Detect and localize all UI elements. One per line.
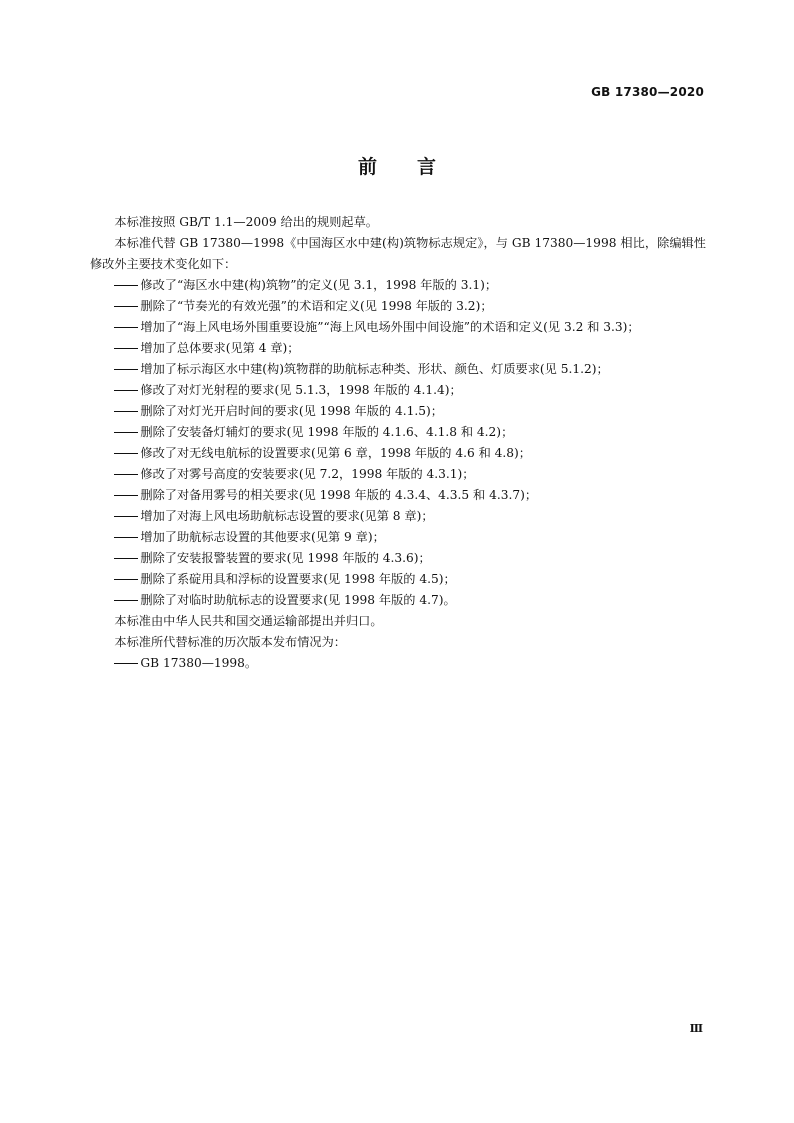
em-dash-mark [114,348,138,349]
list-item: 修改了对雾号高度的安装要求(见 7.2，1998 年版的 4.3.1)； [90,464,706,485]
em-dash-mark [114,411,138,412]
list-item: 增加了助航标志设置的其他要求(见第 9 章)； [90,527,706,548]
list-item: 增加了“海上风电场外围重要设施”“海上风电场外围中间设施”的术语和定义(见 3.2 和 3.3)； [90,317,706,338]
list-item: 修改了“海区水中建(构)筑物”的定义(见 3.1，1998 年版的 3.1)； [90,275,706,296]
em-dash-mark [114,537,138,538]
page-number: Ⅲ [689,1022,703,1035]
history-item: GB 17380—1998。 [90,653,706,674]
list-item: 修改了对灯光射程的要求(见 5.1.3，1998 年版的 4.1.4)； [90,380,706,401]
em-dash-mark [114,327,138,328]
replacement-paragraph: 本标准代替 GB 17380—1998《中国海区水中建(构)筑物标志规定》，与 GB 17380—1998 相比，除编辑性修改外主要技术变化如下： [90,236,706,271]
list-item: 删除了“节奏光的有效光强”的术语和定义(见 1998 年版的 3.2)； [90,296,706,317]
em-dash-mark [114,285,138,286]
em-dash-mark [114,495,138,496]
standard-code: GB 17380—2020 [591,85,704,99]
list-item: 增加了总体要求(见第 4 章)； [90,338,706,359]
em-dash-mark [114,558,138,559]
em-dash-mark [114,474,138,475]
list-item: 增加了对海上风电场助航标志设置的要求(见第 8 章)； [90,506,706,527]
em-dash-mark [114,453,138,454]
list-item: 删除了对备用雾号的相关要求(见 1998 年版的 4.3.4、4.3.5 和 4.3.7)； [90,485,706,506]
list-item: 删除了安装报警装置的要求(见 1998 年版的 4.3.6)； [90,548,706,569]
em-dash-mark [114,579,138,580]
list-item: 删除了对临时助航标志的设置要求(见 1998 年版的 4.7)。 [90,590,706,611]
em-dash-mark [114,600,138,601]
list-item: 删除了对灯光开启时间的要求(见 1998 年版的 4.1.5)； [90,401,706,422]
em-dash-mark [114,663,138,664]
list-item: 删除了系碇用具和浮标的设置要求(见 1998 年版的 4.5)； [90,569,706,590]
em-dash-mark [114,516,138,517]
em-dash-mark [114,369,138,370]
history-paragraph: 本标准所代替标准的历次版本发布情况为： [114,635,346,649]
document-body [90,212,706,674]
em-dash-mark [114,390,138,391]
em-dash-mark [114,306,138,307]
list-item: 删除了安装备灯辅灯的要求(见 1998 年版的 4.1.6、4.1.8 和 4.2)； [90,422,706,443]
em-dash-mark [114,432,138,433]
change-list [90,275,706,611]
page-title: 前言 [357,156,476,178]
list-item: 修改了对无线电航标的设置要求(见第 6 章，1998 年版的 4.6 和 4.8)； [90,443,706,464]
drafting-rule-paragraph: 本标准按照 GB/T 1.1—2009 给出的规则起草。 [114,215,378,229]
list-item: 增加了标示海区水中建(构)筑物群的助航标志种类、形状、颜色、灯质要求(见 5.1.2)； [90,359,706,380]
proposer-paragraph: 本标准由中华人民共和国交通运输部提出并归口。 [114,614,383,628]
